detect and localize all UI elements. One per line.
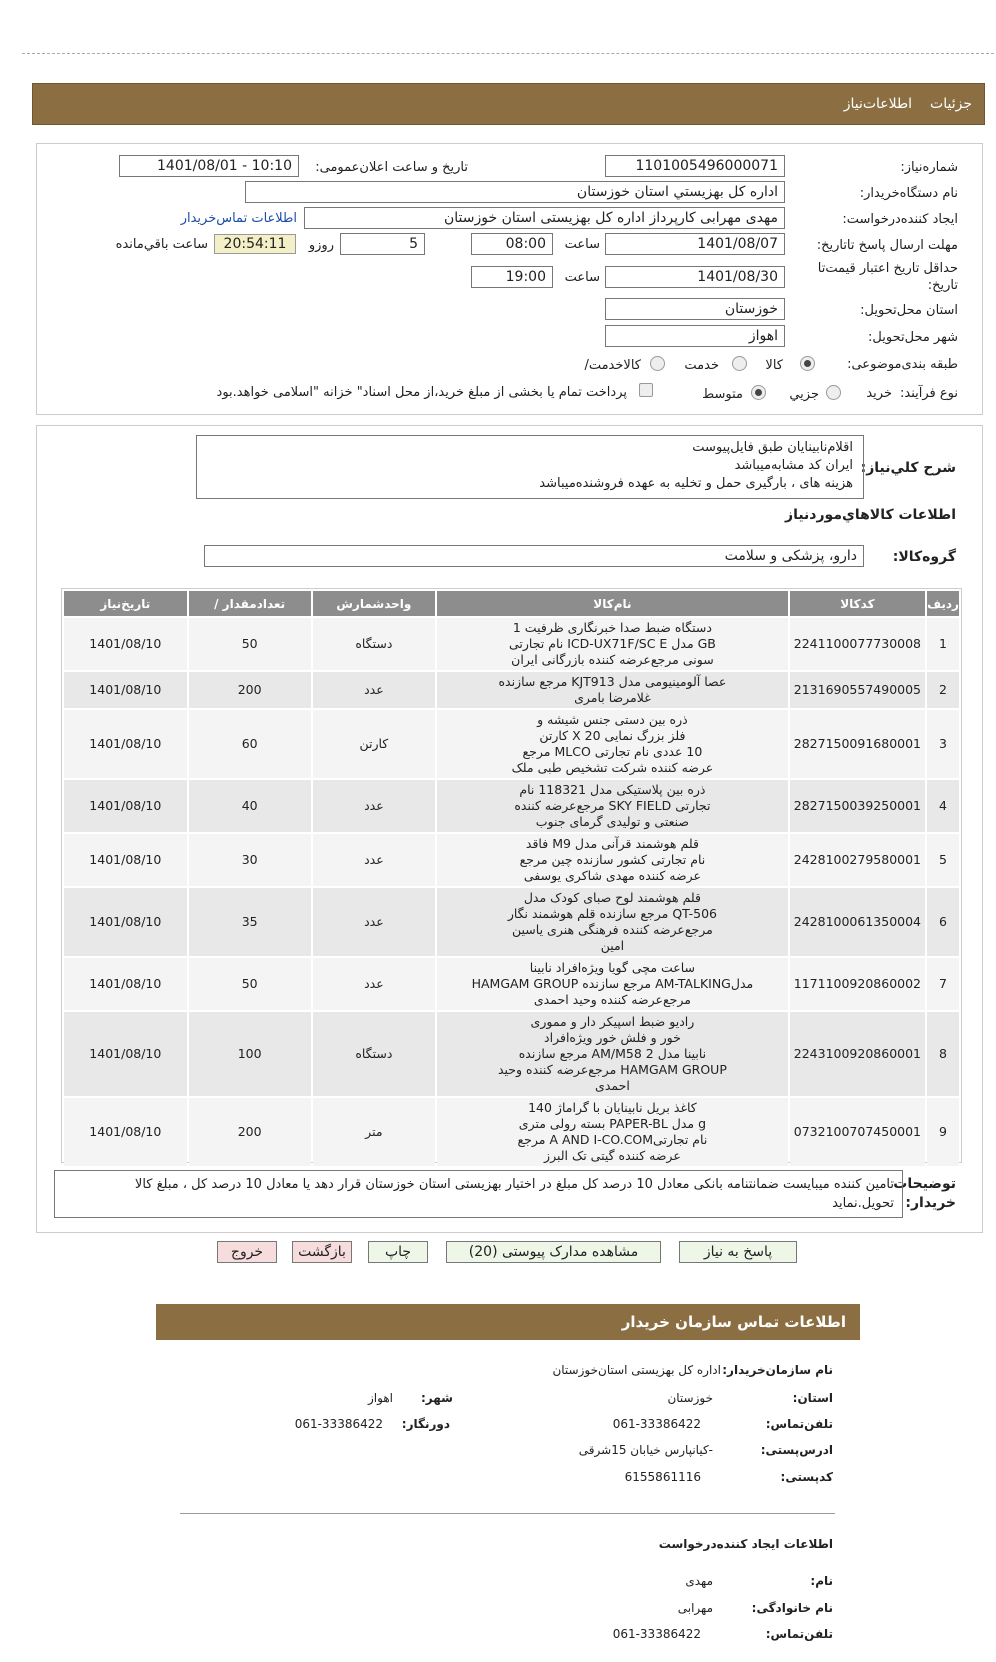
category-both-label: كالا‌خدمت/ [584,358,641,373]
reply-button[interactable]: پاسخ به نياز [679,1241,797,1263]
cell-date: 1401/08/10 [64,958,187,1010]
cell-name: ذره بين دستی جنس شيشه و فلز بزرگ نمايی X 20 كارتن 10 عددی نام تجارتی MLCO مرجع عرضه كننده شركت تشخيص طبی ملک [437,710,788,778]
table-row [64,672,959,708]
cell-date: 1401/08/10 [64,672,187,708]
cell-unit: دستگاه [313,1012,435,1096]
cell-name: ذره بين پلاستيكی مدل 118321 نام تجارتی SKY FIELD مرجع‌عرضه كننده صنعتی و توليدی گرمای جنوب [437,780,788,832]
contact-org-label: نام سازمان‌خريدار: [722,1363,833,1377]
creator-info-title: اطلاعات ايجاد كننده‌درخواست [658,1537,833,1551]
process-buy-label: خريد [866,386,892,401]
cell-name: كاغذ بريل نابينايان با گراماژ 140 g مدل PAPER-BL بسته رولی متری نام تجارتیA AND I-CO.COM مرجع عرضه كننده گيتی تک البرز [437,1098,788,1166]
cell-row: 1 [927,618,959,670]
process-minor-label: جزيي [789,387,819,402]
group-field: دارو، پزشكی و سلامت [204,545,864,567]
cell-qty: 50 [189,618,311,670]
contact-fax-value: 061-33386422 [294,1417,383,1431]
category-label: طبقه بندی‌موضوعی: [847,357,958,372]
cell-date: 1401/08/10 [64,834,187,886]
cell-name: راديو ضبط اسپيكر دار و مموری خور و فلش خور ويژه‌افراد نابينا مدل AM/M58 2 مرجع سازنده HAMGAM GROUP مرجع‌عرضه كننده وحيد احمدی [437,1012,788,1096]
deadline-time-field: 08:00 [471,233,553,255]
contact-province-label: استان: [792,1391,833,1405]
buyer-note-label-2: خريدار: [905,1195,956,1211]
cell-qty: 60 [189,710,311,778]
category-goods-radio[interactable] [800,356,815,371]
summary-line: اقلام‌نابينايان طبق فايل‌پيوست [692,440,853,455]
summary-box [196,435,864,499]
category-both-radio[interactable] [650,356,665,371]
contact-org-value: اداره كل بهزيستی استان‌خوزستان [552,1363,721,1377]
cell-row: 8 [927,1012,959,1096]
table-row [64,888,959,956]
category-service-radio[interactable] [732,356,747,371]
buyer-note-text-1: تامين كننده ميبايست ضمانتنامه بانكی معادل 10 درصد كل مبلغ در اختيار بهزيستی استان خوزستان قرار دهد يا معادل 10 درصد كل ، مبلغ كالا [134,1177,894,1192]
creator-name-label: نام: [810,1574,833,1588]
contact-province-value: خوزستان [667,1391,713,1405]
buyer-label: نام دستگاه‌خريدار: [859,186,958,201]
cell-date: 1401/08/10 [64,618,187,670]
goods-info-title: اطلاعات كالاهاي‌موردنياز [785,507,956,523]
cell-unit: دستگاه [313,618,435,670]
validity-label-1: حداقل تاريخ اعتبار قيمت‌تا [817,261,958,276]
cell-qty: 50 [189,958,311,1010]
cell-code: 0732100707450001 [790,1098,925,1166]
cell-row: 6 [927,888,959,956]
creator-phone-label: تلفن‌تماس: [765,1627,833,1641]
exit-button[interactable]: خروج [217,1241,277,1263]
table-row [64,958,959,1010]
remaining-label: ساعت باقي‌مانده [115,237,208,252]
buyer-note-box [54,1170,903,1218]
need-number-field: 1101005496000071 [605,155,785,177]
cell-code: 2428100279580001 [790,834,925,886]
validity-label-2: تاريخ: [927,278,958,293]
creator-name-value: مهدی [685,1574,713,1588]
cell-code: 2827150091680001 [790,710,925,778]
cell-name: قلم هوشمند لوح صبای كودک مدل QT-506 مرجع سازنده قلم هوشمند نگار مرجع‌عرضه كننده فرهنگی هنری ياسين امين [437,888,788,956]
cell-row: 2 [927,672,959,708]
col-row: رديف [927,591,959,616]
print-button[interactable]: چاپ [368,1241,428,1263]
creator-phone-value: 061-33386422 [612,1627,701,1641]
group-label: گروه‌كالا: [892,549,956,565]
cell-date: 1401/08/10 [64,1012,187,1096]
validity-time-field: 19:00 [471,266,553,288]
summary-line: ايران كد مشابه‌ميباشد [734,458,853,473]
cell-name: ساعت مچی گويا ويژه‌افراد نابينا مدلAM-TALKING مرجع سازنده HAMGAM GROUP مرجع‌عرضه كننده وحيد احمدی [437,958,788,1010]
table-row [64,710,959,778]
header-bar [32,83,985,125]
buyer-note-text-2: تحويل.نمايد [832,1196,894,1211]
cell-date: 1401/08/10 [64,888,187,956]
cell-code: 2827150039250001 [790,780,925,832]
cell-name: دستگاه ضبط صدا خبرنگاری ظرفيت 1 GB مدل ICD-UX71F/SC E نام تجارتی سونی مرجع‌عرضه كننده بازرگانی ايران [437,618,788,670]
deadline-date-field: 1401/08/07 [605,233,785,255]
cell-row: 9 [927,1098,959,1166]
contact-divider [180,1513,835,1514]
cell-date: 1401/08/10 [64,780,187,832]
cell-unit: عدد [313,672,435,708]
process-label: نوع فرآيند: [900,386,958,401]
days-field: 5 [340,233,425,255]
tab-details[interactable]: جزئيات [930,96,972,112]
contact-postal-value: 6155861116 [624,1470,701,1484]
cell-qty: 200 [189,672,311,708]
buyer-field: اداره كل بهزيستي استان خوزستان [245,181,785,203]
table-row [64,1012,959,1096]
province-label: استان محل‌تحويل: [860,303,958,318]
validity-time-label: ساعت [564,270,600,285]
contact-title-bar: اطلاعات تماس سازمان‌ خريدار [156,1304,860,1340]
city-label: شهر محل‌تحويل: [868,330,958,345]
payment-text: پرداخت تمام يا بخشی از مبلغ خريد،از محل اسناد" خزانه "اسلامی خواهد.بود [216,385,627,400]
items-table [62,589,961,1168]
contact-address-value: -كيانپارس خيابان 15شرقی [578,1443,713,1457]
province-field: خوزستان [605,298,785,320]
cell-unit: كارتن [313,710,435,778]
summary-line: هزينه های ، بارگيری حمل و تخليه به عهده فروشنده‌ميباشد [539,476,853,491]
cell-unit: عدد [313,958,435,1010]
city-field: اهواز [605,325,785,347]
contact-phone-label: تلفن‌تماس: [765,1417,833,1431]
cell-row: 5 [927,834,959,886]
cell-date: 1401/08/10 [64,1098,187,1166]
creator-family-label: نام خانوادگی: [751,1601,833,1615]
col-qty: تعداد‌مقدار / [189,591,311,616]
creator-label: ايجاد كننده‌درخواست: [842,212,958,227]
cell-code: 1171100920860002 [790,958,925,1010]
creator-family-value: مهرابی [677,1601,713,1615]
col-date: تاريخ‌نياز [64,591,187,616]
category-goods-label: كالا [765,358,783,373]
announce-field: 1401/08/01 - 10:10 [119,155,299,177]
payment-checkbox[interactable] [639,383,653,397]
cell-qty: 35 [189,888,311,956]
category-service-label: خدمت [684,358,719,373]
col-unit: واحدشمارش [313,591,435,616]
col-code: كدكالا [790,591,925,616]
cell-unit: عدد [313,780,435,832]
contact-phone-value: 061-33386422 [612,1417,701,1431]
buyer-contact-link[interactable]: اطلاعات تماس‌خريدار [180,211,297,226]
items-table-wrap [61,588,962,1163]
top-divider [22,53,994,54]
contact-city-label: شهر: [421,1391,453,1405]
cell-code: 2131690557490005 [790,672,925,708]
table-row [64,1098,959,1166]
cell-unit: عدد [313,888,435,956]
contact-fax-label: دورنگار: [401,1417,450,1431]
cell-row: 3 [927,710,959,778]
cell-row: 4 [927,780,959,832]
cell-qty: 100 [189,1012,311,1096]
process-medium-radio[interactable] [751,385,766,400]
validity-date-field: 1401/08/30 [605,266,785,288]
col-name: نام‌كالا [437,591,788,616]
cell-qty: 30 [189,834,311,886]
table-row [64,834,959,886]
creator-field: مهدی مهرابی كارپرداز اداره كل بهزيستی استان خوزستان [304,207,785,229]
process-minor-radio[interactable] [826,385,841,400]
deadline-label: مهلت ارسال پاسخ تا‌تاريخ: [816,238,958,253]
cell-name: عصا آلومينيومی مدل KJT913 مرجع سازنده غلامرضا بامری [437,672,788,708]
contact-address-label: ادرس‌پستی: [760,1443,833,1457]
days-label: روزو [308,238,334,253]
cell-code: 2241100077730008 [790,618,925,670]
cell-code: 2428100061350004 [790,888,925,956]
back-button[interactable]: بازگشت [292,1241,352,1263]
cell-qty: 200 [189,1098,311,1166]
tab-need-info[interactable]: اطلاعات‌نياز [843,96,913,112]
cell-unit: عدد [313,834,435,886]
buyer-note-label-1: توضيحات [893,1176,956,1192]
table-row [64,780,959,832]
process-medium-label: متوسط [702,387,743,402]
cell-date: 1401/08/10 [64,710,187,778]
contact-city-value: اهواز [368,1391,393,1405]
deadline-time-label: ساعت [564,237,600,252]
need-number-label: شماره‌نياز: [900,160,958,175]
contact-postal-label: كد‌پستی: [780,1470,833,1484]
cell-row: 7 [927,958,959,1010]
cell-unit: متر [313,1098,435,1166]
table-header-row [64,591,959,616]
summary-label: شرح كلي‌نياز: [860,460,956,476]
attachments-button[interactable]: مشاهده مدارک پيوستی (20) [446,1241,661,1263]
announce-label: تاريخ و ساعت اعلان‌عمومی: [315,160,468,175]
cell-qty: 40 [189,780,311,832]
cell-name: قلم هوشمند قرآنی مدل M9 فاقد نام تجارتی كشور سازنده چين مرجع عرضه كننده مهدی شاكری يوسفی [437,834,788,886]
cell-code: 2243100920860001 [790,1012,925,1096]
remaining-timer: 20:54:11 [214,234,296,254]
table-row [64,618,959,670]
